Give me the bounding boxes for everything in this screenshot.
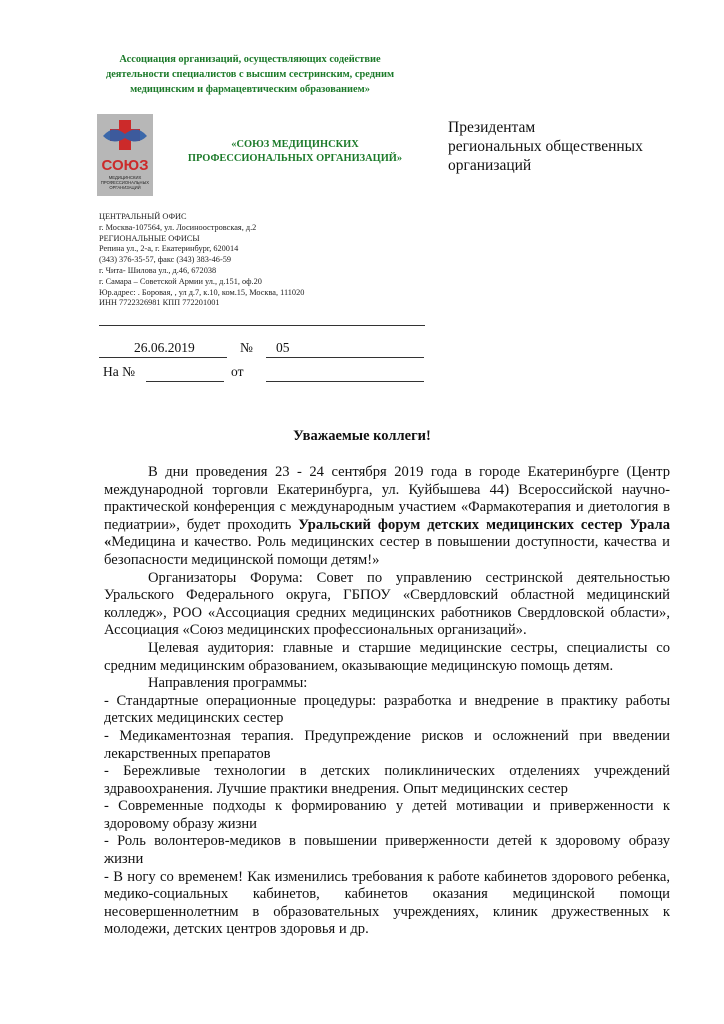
- contact-line: г. Самара – Советской Армии ул., д.151, оф.20: [99, 276, 262, 286]
- contact-line: Юр.адрес: . Боровая, , ул д.7, к.10, ком.15, Москва, 111020: [99, 287, 305, 297]
- date-underline: [99, 357, 227, 358]
- union-name-line: «СОЮЗ МЕДИЦИНСКИХ: [231, 139, 359, 150]
- directions-title: Направления программы:: [148, 675, 308, 692]
- direction-item: - Бережливые технологии в детских поликлинических отделениях учреждений здравоохранения. Лучшие практики внедрения. Опыт медицинских сестер: [104, 763, 670, 797]
- from-label: от: [231, 364, 244, 379]
- reply-label: На №: [103, 364, 135, 379]
- association-line: деятельности специалистов с высшим сестринским, средним: [105, 69, 395, 80]
- reply-number-underline: [146, 381, 224, 382]
- number-label: №: [240, 340, 253, 355]
- recipient-line: региональных общественных: [448, 138, 643, 155]
- direction-item: - Медикаментозная терапия. Предупреждение рисков и осложнений при введении лекарственных препаратов: [104, 727, 670, 762]
- association-line: медицинским и фармацевтическим образованием»: [130, 84, 370, 95]
- logo-caption-line: ПРОФЕССИОНАЛЬНЫХ: [100, 180, 150, 185]
- paragraph-forum-text-a: В дни проведения 23 - 24 сентября 2019 года в городе Екатеринбурге (Центр международной торговли Екатеринбурга, ул. Куйбышева 44) Всероссийской научно-практической конференция с международным участием «Фармакотерапия и диетология в педиатрии», будет проходить: [104, 464, 670, 533]
- association-line: Ассоциация организаций, осуществляющих содействие: [119, 54, 381, 65]
- direction-item: - Стандартные операционные процедуры: разработка и внедрение в практику работы детских медицинских сестер: [104, 692, 670, 727]
- logo-caption-line: МЕДИЦИНСКИХ: [108, 175, 142, 180]
- number-underline: [266, 357, 424, 358]
- letter-body: [104, 464, 670, 939]
- direction-item: - Современные подходы к формированию у детей мотивации и приверженности к здоровому образу жизни: [104, 798, 670, 832]
- outgoing-date: 26.06.2019: [134, 340, 195, 355]
- forum-name: Уральский форум детских медицинских сестер Урала «: [104, 516, 670, 551]
- union-name: [170, 138, 420, 166]
- recipient-line: Президентам: [448, 119, 536, 136]
- logo-caption-line: ОРГАНИЗАЦИЙ: [109, 185, 141, 190]
- outgoing-number: 05: [276, 340, 290, 355]
- reply-date-underline: [266, 381, 424, 382]
- contact-line: Репина ул., 2-а, г. Екатеринбург, 620014: [99, 244, 239, 254]
- union-logo: [97, 114, 153, 196]
- contact-line: ИНН 7722326981 КПП 772201001: [99, 298, 220, 308]
- association-header: [60, 52, 440, 97]
- recipient-line: организаций: [448, 157, 532, 174]
- contact-line: (343) 376-35-57, факс (343) 383-46-59: [99, 255, 232, 265]
- contacts-block: [99, 212, 304, 309]
- paragraph-audience: Целевая аудитория: главные и старшие медицинские сестры, специалисты со средним медицинским образованием, оказывающие медицинскую помощь детям.: [104, 639, 670, 674]
- direction-item: - В ногу со временем! Как изменились требования к работе кабинетов здорового ребенка, медико-социальных кабинетов, кабинетов оказания медицинской помощи несовершеннолетним в образовательных учреждениях, клиник дружественных к молодежи, детских центров здоровья и др.: [104, 868, 670, 938]
- contact-line: г. Москва-107564, ул. Лосиноостровская, д.2: [99, 222, 257, 232]
- recipient-block: [448, 118, 708, 175]
- contact-line: РЕГИОНАЛЬНЫЕ ОФИСЫ: [99, 233, 200, 243]
- contact-line: ЦЕНТРАЛЬНЫЙ ОФИС: [99, 212, 187, 221]
- paragraph-forum: [104, 464, 670, 570]
- union-name-line: ПРОФЕССИОНАЛЬНЫХ ОРГАНИЗАЦИЙ»: [187, 153, 403, 164]
- header-divider: [99, 325, 425, 326]
- greeting: Уважаемые коллеги!: [293, 428, 431, 444]
- logo-word: СОЮЗ: [101, 157, 149, 174]
- direction-item: - Роль волонтеров-медиков в повышении приверженности детей к здоровому образу жизни: [104, 833, 670, 868]
- paragraph-organizers: Организаторы Форума: Совет по управлению сестринской деятельностью Уральского Федерального округа, ГБПОУ «Свердловский областной медицинский колледж», РОО «Ассоциация средних медицинских работников Свердловской области», Ассоциация «Союз медицинских профессиональных организаций».: [104, 569, 670, 639]
- contact-line: г. Чита- Шилова ул., д.46, 672038: [99, 265, 217, 275]
- paragraph-forum-text-b: Медицина и качество. Роль медицинских сестер в повышении доступности, качества и безопасности медицинской помощи детям!»: [104, 534, 670, 568]
